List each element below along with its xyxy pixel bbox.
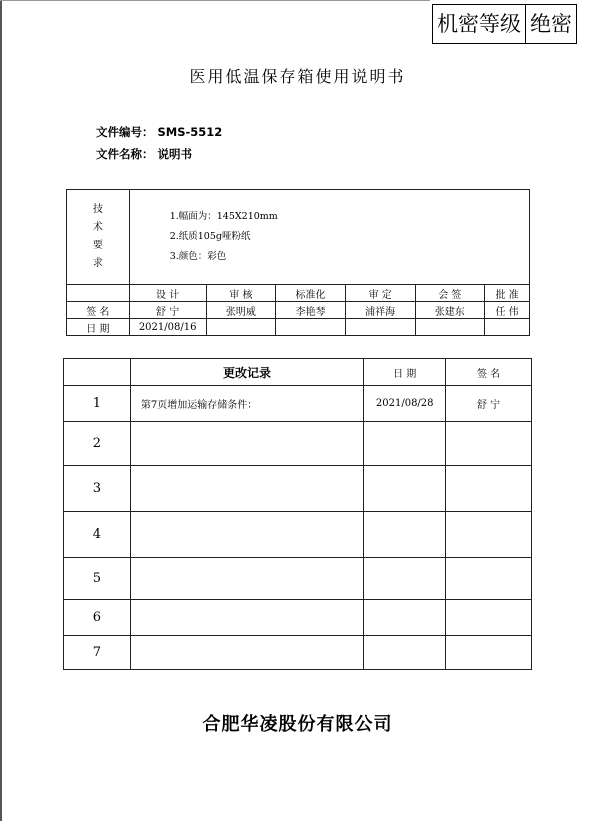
signer-standard: 李艳琴 [276,302,346,319]
change-row-content [130,466,363,512]
date-value: 2021/08/16 [129,319,206,336]
table-row [64,512,532,558]
doc-name-value: 说明书 [157,147,192,161]
tech-req-char: 求 [92,258,103,269]
change-row-sign [446,600,532,636]
change-row-number: 1 [64,386,131,422]
page-top-border [0,0,430,1]
sign-label: 签 名 [67,302,130,319]
company-name: 合肥华凌股份有限公司 [202,714,393,735]
change-row-content [130,600,363,636]
signer-design: 舒 宁 [129,302,206,319]
change-row-sign [446,422,532,466]
date-label: 日 期 [67,319,130,336]
change-row-content [130,636,363,670]
change-row-sign: 舒 宁 [446,386,532,422]
change-row-sign [446,466,532,512]
blank-cell [415,319,485,336]
table-row [64,422,532,466]
change-row-date [364,600,446,636]
approval-header-row [67,285,530,302]
approval-table [66,189,530,336]
change-record-table [63,358,532,670]
change-row-number: 7 [64,636,131,670]
doc-name-line [96,146,192,162]
page-left-border [0,0,2,821]
blank-cell [64,359,131,386]
classification-box [432,4,577,44]
signer-countersign: 张建东 [415,302,485,319]
blank-cell [276,319,346,336]
change-row-date [364,512,446,558]
header-approve: 批 准 [485,285,530,302]
change-row-date [364,422,446,466]
signer-approve: 任 伟 [485,302,530,319]
header-verify: 审 定 [345,285,415,302]
change-row-date [364,466,446,512]
change-row-date [364,636,446,670]
tech-req-item: 2.纸质105g哑粉纸 [169,231,251,242]
blank-cell [485,319,530,336]
header-standard: 标准化 [276,285,346,302]
change-row-content [130,422,363,466]
change-row-number: 3 [64,466,131,512]
blank-cell [345,319,415,336]
table-row [64,558,532,600]
change-row-number: 2 [64,422,131,466]
blank-cell [206,319,276,336]
table-row [64,600,532,636]
change-row-sign [446,636,532,670]
table-row [64,466,532,512]
approval-sign-row [67,302,530,319]
change-row-content [130,512,363,558]
doc-number-label: 文件编号： [96,125,154,139]
header-review: 审 核 [206,285,276,302]
change-row-sign [446,558,532,600]
change-header-sign: 签 名 [446,359,532,386]
change-row-content [130,558,363,600]
tech-req-char: 技 [92,204,103,215]
table-row [64,636,532,670]
header-countersign: 会 签 [415,285,485,302]
change-row-date [364,558,446,600]
tech-req-label [67,190,130,285]
blank-cell [67,285,130,302]
change-row-number: 4 [64,512,131,558]
classification-value: 绝密 [526,4,577,44]
change-row-content: 第7页增加运输存储条件： [130,386,363,422]
tech-req-char: 要 [92,240,103,251]
classification-label: 机密等级 [432,4,526,44]
doc-number-line [96,124,222,140]
header-design: 设 计 [129,285,206,302]
signer-verify: 浦祥海 [345,302,415,319]
doc-name-label: 文件名称： [96,147,154,161]
tech-req-item: 3.颜色：彩色 [169,251,227,262]
change-header-title: 更改记录 [130,359,363,386]
change-row-date: 2021/08/28 [364,386,446,422]
signer-review: 张明威 [206,302,276,319]
document-title: 医用低温保存箱使用说明书 [189,67,406,86]
change-row-number: 5 [64,558,131,600]
change-header-date: 日 期 [364,359,446,386]
table-row [64,386,532,422]
change-header-row [64,359,532,386]
change-row-number: 6 [64,600,131,636]
tech-req-item: 1.幅面为：145X210mm [169,211,278,222]
approval-date-row [67,319,530,336]
change-row-sign [446,512,532,558]
doc-number-value: SMS-5512 [157,125,223,139]
tech-req-char: 术 [92,222,103,233]
tech-req-body [129,190,529,285]
